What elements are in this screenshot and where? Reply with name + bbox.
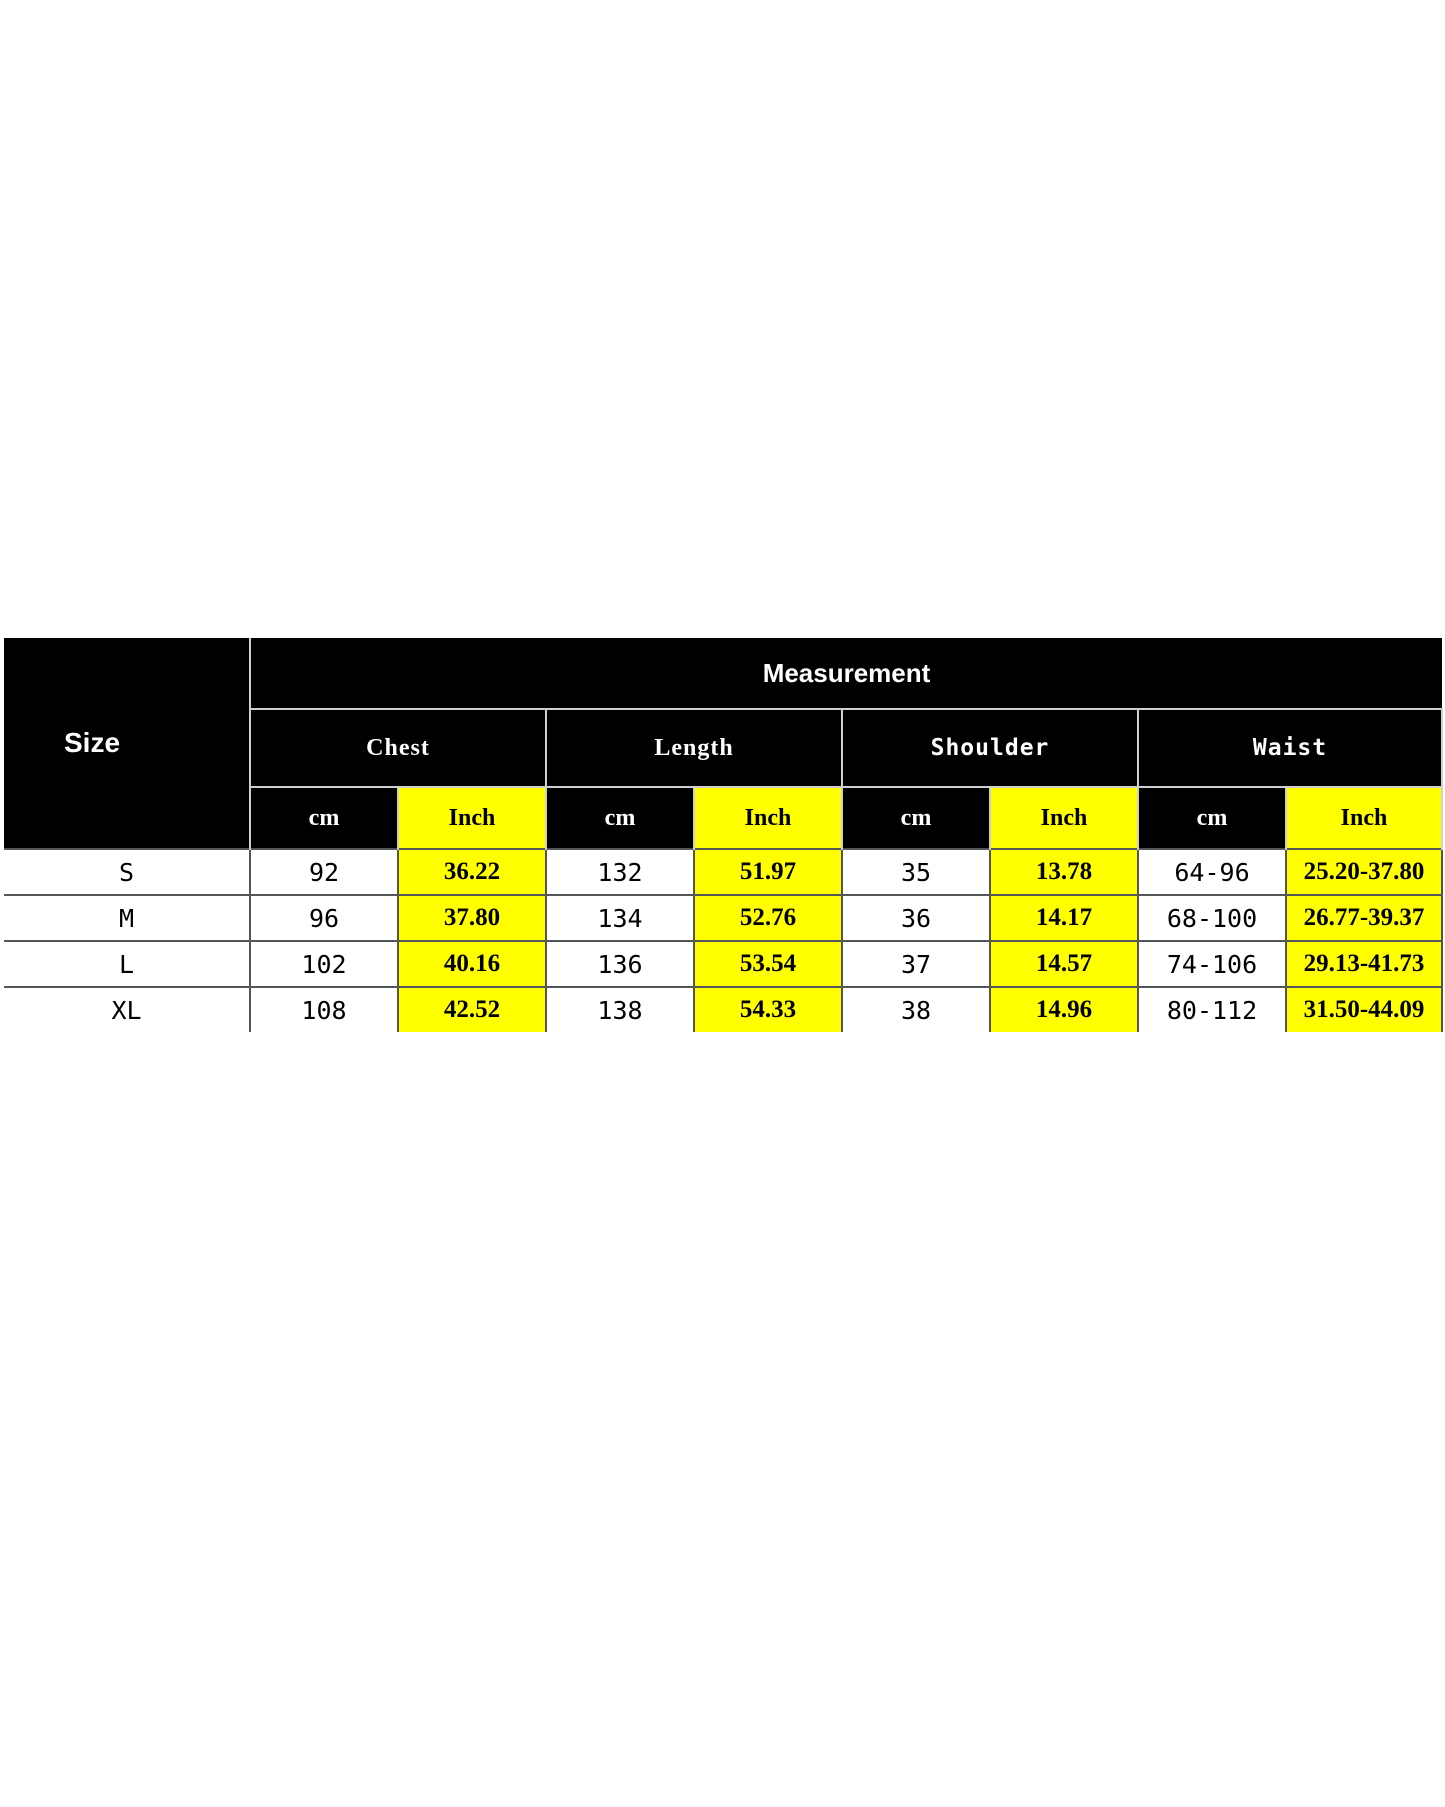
waist-cm-cell: 80-112 [1138, 987, 1286, 1032]
waist-inch-cell: 25.20-37.80 [1286, 849, 1442, 895]
chest-header: Chest [250, 709, 546, 787]
waist-cm-cell: 74-106 [1138, 941, 1286, 987]
length-inch-cell: 51.97 [694, 849, 842, 895]
chest-cm-cell: 92 [250, 849, 398, 895]
size-cell: M [4, 895, 250, 941]
size-cell: S [4, 849, 250, 895]
length-inch-cell: 52.76 [694, 895, 842, 941]
table-row [4, 849, 1442, 895]
shoulder-cm-header: cm [842, 787, 990, 849]
shoulder-inch-cell: 14.17 [990, 895, 1138, 941]
waist-inch-cell: 26.77-39.37 [1286, 895, 1442, 941]
table-row [4, 987, 1442, 1032]
shoulder-cm-cell: 35 [842, 849, 990, 895]
size-header: Size [4, 638, 250, 849]
table-row [4, 941, 1442, 987]
chest-cm-header: cm [250, 787, 398, 849]
shoulder-header: Shoulder [842, 709, 1138, 787]
chest-inch-cell: 40.16 [398, 941, 546, 987]
shoulder-cm-cell: 36 [842, 895, 990, 941]
waist-inch-cell: 29.13-41.73 [1286, 941, 1442, 987]
length-inch-cell: 54.33 [694, 987, 842, 1032]
length-cm-header: cm [546, 787, 694, 849]
size-cell: XL [4, 987, 250, 1032]
chest-inch-cell: 36.22 [398, 849, 546, 895]
waist-cm-cell: 64-96 [1138, 849, 1286, 895]
chest-inch-cell: 37.80 [398, 895, 546, 941]
shoulder-cm-cell: 37 [842, 941, 990, 987]
waist-cm-header: cm [1138, 787, 1286, 849]
waist-header: Waist [1138, 709, 1442, 787]
chest-inch-cell: 42.52 [398, 987, 546, 1032]
shoulder-cm-cell: 38 [842, 987, 990, 1032]
length-cm-cell: 132 [546, 849, 694, 895]
chest-inch-header: Inch [398, 787, 546, 849]
size-chart [4, 638, 1442, 1025]
shoulder-inch-cell: 14.96 [990, 987, 1138, 1032]
length-cm-cell: 136 [546, 941, 694, 987]
waist-inch-cell: 31.50-44.09 [1286, 987, 1442, 1032]
size-cell: L [4, 941, 250, 987]
waist-inch-header: Inch [1286, 787, 1442, 849]
chest-cm-cell: 102 [250, 941, 398, 987]
table-row [4, 895, 1442, 941]
length-cm-cell: 134 [546, 895, 694, 941]
length-header: Length [546, 709, 842, 787]
length-cm-cell: 138 [546, 987, 694, 1032]
measurement-header: Measurement [250, 638, 1442, 709]
chest-cm-cell: 96 [250, 895, 398, 941]
size-table [4, 638, 1443, 1032]
shoulder-inch-cell: 13.78 [990, 849, 1138, 895]
waist-cm-cell: 68-100 [1138, 895, 1286, 941]
chest-cm-cell: 108 [250, 987, 398, 1032]
shoulder-inch-cell: 14.57 [990, 941, 1138, 987]
length-inch-header: Inch [694, 787, 842, 849]
length-inch-cell: 53.54 [694, 941, 842, 987]
shoulder-inch-header: Inch [990, 787, 1138, 849]
